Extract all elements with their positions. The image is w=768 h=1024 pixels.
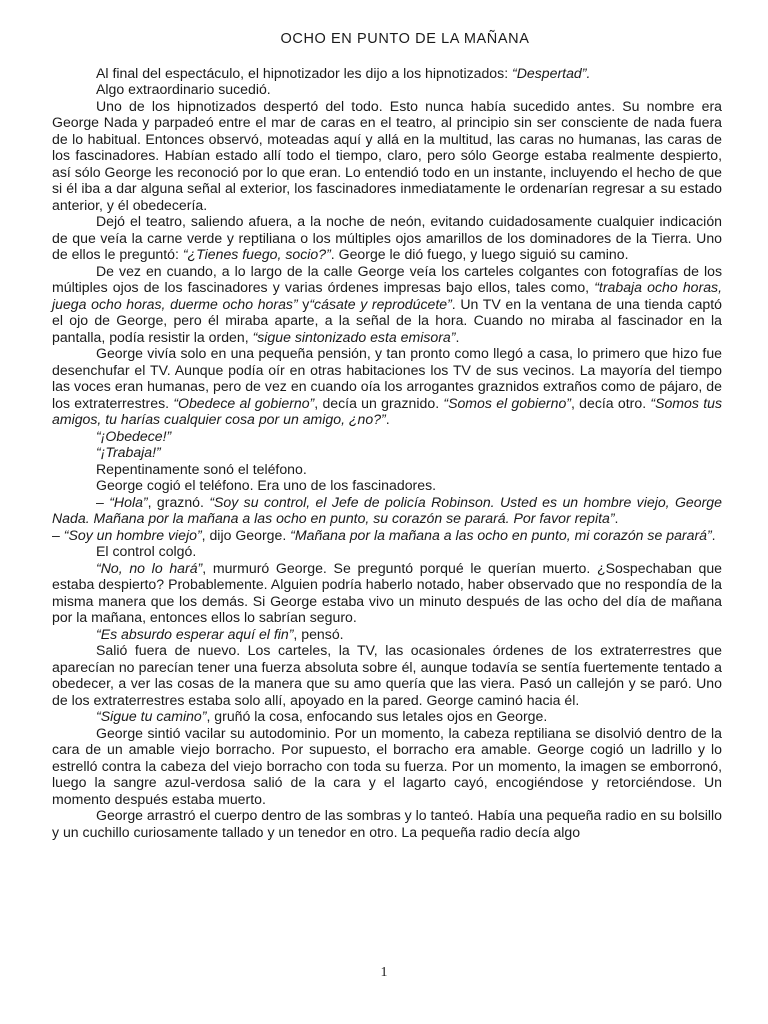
page-number: 1: [380, 965, 388, 980]
italic-quote: “¡Obedece!”: [96, 427, 172, 444]
text-run: George cogió el teléfono. Era uno de los fascinadores.: [96, 477, 437, 493]
text-run: y: [297, 295, 310, 312]
italic-quote: “Despertad”.: [512, 64, 591, 81]
paragraph: [52, 807, 722, 840]
text-run: .: [614, 510, 619, 526]
italic-quote: “¡Trabaja!”: [96, 444, 161, 460]
italic-quote: “sigue sintonizado esta emisora”: [252, 328, 456, 345]
italic-quote: “Somos el gobierno”: [443, 394, 571, 411]
italic-quote: “cásate y reprodúcete”: [309, 295, 452, 312]
italic-quote: “¿Tienes fuego, socio?”: [182, 246, 331, 262]
italic-quote: “Sigue tu camino”: [96, 708, 207, 724]
text-run: . George le dió fuego, y luego siguió su camino.: [330, 246, 629, 262]
paragraph: [52, 461, 722, 478]
italic-quote: “Somos tus amigos, tu harías cualquier cosa por un amigo, ¿no?”: [52, 394, 722, 427]
italic-quote: “trabaja ocho horas, juega ocho horas, duerme ocho horas”: [52, 279, 722, 312]
paragraph: [52, 444, 722, 461]
paragraph: [52, 65, 722, 82]
text-run: –: [52, 526, 64, 543]
paragraph: [52, 708, 722, 725]
text-run: –: [96, 493, 110, 510]
paragraph: [52, 626, 722, 643]
italic-quote: “Es absurdo esperar aquí el fin”: [96, 625, 294, 642]
text-run: , decía otro.: [570, 394, 651, 411]
text-run: Uno de los hipnotizados despertó del todo. Esto nunca había sucedido antes. Su nombre era George Nada y parpadeó entre el mar de caras en el teatro, al principio sin ser consciente de nada fuera de lo habitual. Entonces observó, moteadas aquí y allá en la multitud, las caras no humanas, las caras de los fascinadores. Habían estado allí todo el tiempo, claro, pero sólo George estaba realmente despierto, así sólo George les reconoció por lo que eran. Lo entendió todo en un instante, incluyendo el hecho de que si él iba a dar alguna señal al exterior, los fascinadores inmediatamente le ordenarían regresar a su estado anterior, y él obedecería.: [52, 97, 722, 213]
text-run: Repentinamente sonó el teléfono.: [96, 460, 307, 477]
text-run: George arrastró el cuerpo dentro de las sombras y lo tanteó. Había una pequeña radio en su bolsillo y un cuchillo curiosamente tallado y un tenedor en otro. La pequeña radio decía algo: [52, 807, 722, 840]
text-run: Al final del espectáculo, el hipnotizador les dijo a los hipnotizados:: [96, 64, 513, 81]
paragraph: [52, 642, 722, 708]
italic-quote: “Hola”: [109, 493, 148, 510]
document-page: [52, 31, 722, 840]
text-run: El control colgó.: [96, 543, 197, 559]
body-text: [52, 65, 722, 841]
chapter-title: OCHO EN PUNTO DE LA MAÑANA: [280, 31, 530, 47]
text-run: De vez en cuando, a lo largo de la calle George veía los carteles colgantes con fotografías de los múltiples ojos de los fascinadores y varias órdenes impresas bajo ellos, tales como,: [52, 262, 722, 295]
text-run: , graznó.: [147, 493, 210, 510]
text-run: , gruñó la cosa, enfocando sus letales ojos en George.: [206, 708, 548, 724]
text-run: George sintió vacilar su autodominio. Por un momento, la cabeza reptiliana se disolvió dentro de la cara de un amable viejo borracho. Por supuesto, el borracho era amable. George cogió un ladrillo y lo estrelló contra la cabeza del viejo borracho con toda su fuerza. Por un momento, la imagen se emborronó, luego la sangre azul-verdosa salió de la cara y el lagarto cayó, encogiéndose y retorciéndose. Un momento después estaba muerto.: [52, 724, 722, 807]
paragraph: [52, 494, 722, 527]
text-run: , pensó.: [293, 625, 344, 642]
text-run: , decía un graznido.: [314, 394, 444, 411]
paragraph: [52, 263, 722, 346]
paragraph: [52, 527, 722, 544]
text-run: Salió fuera de nuevo. Los carteles, la TV, las ocasionales órdenes de los extraterrestres que aparecían no parecían tener una fuerza absoluta sobre él, aunque todavía se sentía fuertemente tentado a obedecer, a ver las cosas de la manera que su amo quería que las viera. Pasó un callejón y se paró. Uno de los extraterrestres estaba solo allí, apoyado en la pared. George caminó hacia él.: [52, 642, 722, 708]
text-run: George vivía solo en una pequeña pensión, y tan pronto como llegó a casa, lo primero que hizo fue desenchufar el TV. Aunque podía oír en otras habitaciones los TV de sus vecinos. La mayoría del tiempo las voces eran humanas, pero de vez en cuando oía los arrogantes graznidos extraños como de pájaro, de los extraterrestres.: [52, 345, 722, 411]
italic-quote: “Soy un hombre viejo”: [63, 526, 202, 543]
italic-quote: “Mañana por la mañana a las ocho en punto, mi corazón se parará”: [290, 526, 712, 543]
text-run: Algo extraordinario sucedió.: [96, 81, 271, 97]
text-run: . Un TV en la ventana de una tienda captó el ojo de George, pero él miraba aparte, a la señal de la hora. Cuando no miraba al fascinador en la pantalla, podía resistir la orden,: [52, 295, 723, 345]
paragraph: [52, 543, 722, 560]
text-run: .: [711, 526, 716, 543]
paragraph: [52, 81, 722, 98]
paragraph: [52, 98, 722, 214]
paragraph: [52, 213, 722, 263]
text-run: .: [385, 411, 390, 427]
paragraph: [52, 560, 722, 626]
text-run: .: [455, 328, 460, 345]
paragraph: [52, 428, 722, 445]
italic-quote: “Obedece al gobierno”: [173, 394, 315, 411]
text-run: Dejó el teatro, saliendo afuera, a la noche de neón, evitando cuidadosamente cualquier indicación de que veía la carne verde y reptiliana o los múltiples ojos amarillos de los dominadores de la Tierra. Uno de ellos le preguntó:: [52, 213, 722, 262]
paragraph: [52, 477, 722, 494]
italic-quote: “No, no lo hará”: [96, 559, 203, 576]
text-run: , murmuró George. Se preguntó porqué le querían muerto. ¿Sospechaban que estaba despierto? Probablemente. Alguien podría haberlo notado, haber observado que no respondía de la misma manera que los demás. Si George estaba vivo un minuto después de las ocho del día de mañana por la mañana, entonces ellos lo sabrían seguro.: [52, 559, 723, 625]
paragraph: [52, 725, 722, 808]
italic-quote: “Soy su control, el Jefe de policía Robinson. Usted es un hombre viejo, George Nada. Mañana por la mañana a las ocho en punto, su corazón se parará. Por favor repita”: [52, 493, 722, 526]
paragraph: [52, 345, 722, 428]
text-run: , dijo George.: [201, 526, 291, 543]
